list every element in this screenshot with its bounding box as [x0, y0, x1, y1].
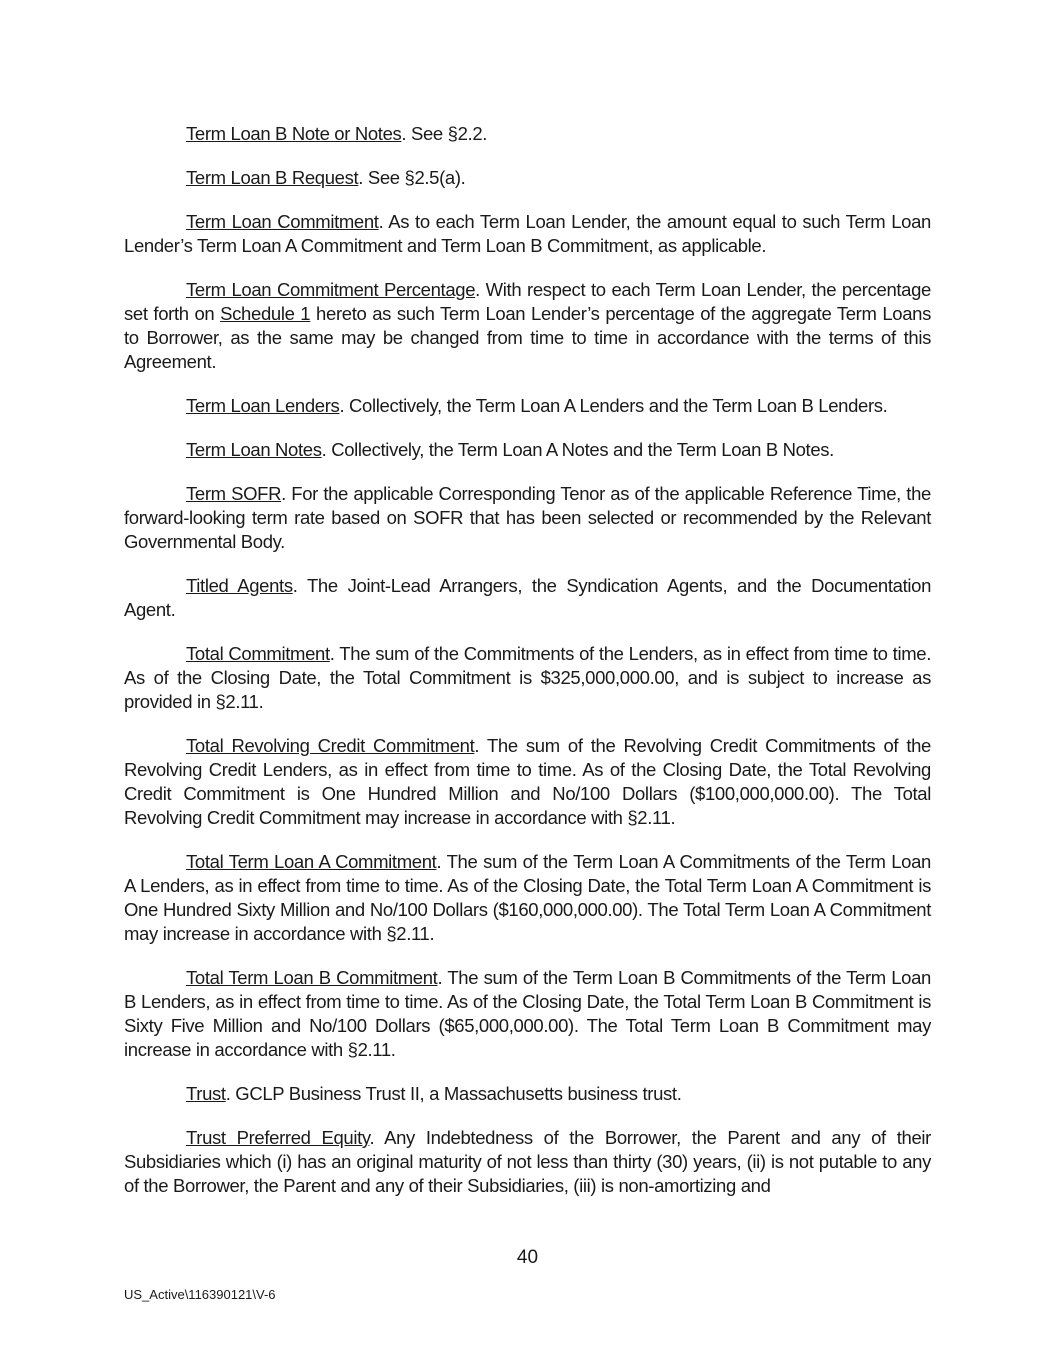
definition-text: . The sum of the Revolving Credit Commitments of the Revolving Credit Lenders, as in effect from time to time. As of the Closing Date, the Total Revolving Credit Commitment is One Hundred Million and No/100 Dollars ($100,000,000.00). The Total Revolving Credit Commitment may increase in accordance with §2.11. — [124, 735, 931, 828]
definition-text: . For the applicable Corresponding Tenor as of the applicable Reference Time, the forward-looking term rate based on SOFR that has been selected or recommended by the Relevant Governmental Body. — [124, 483, 931, 552]
definition-term-loan-commitment — [124, 210, 931, 258]
defined-term: Term Loan Commitment Percentage — [186, 279, 476, 300]
definition-text: . As to each Term Loan Lender, the amount equal to such Term Loan Lender’s Term Loan A Commitment and Term Loan B Commitment, as applicable. — [124, 211, 931, 256]
definition-total-commitment — [124, 642, 931, 714]
definition-text-continued: hereto as such Term Loan Lender’s percentage of the aggregate Term Loans to Borrower, as the same may be changed from time to time in accordance with the terms of this Agreement. — [124, 303, 932, 372]
defined-term: Term Loan B Request — [186, 167, 359, 188]
defined-term: Titled Agents — [186, 575, 293, 596]
definition-text: . Any Indebtedness of the Borrower, the Parent and any of their Subsidiaries which (i) has an original maturity of not less than thirty (30) years, (ii) is not putable to any of the Borrower, the Parent and any of their Subsidiaries, (iii) is non-amortizing and — [124, 1127, 931, 1196]
defined-term: Trust — [186, 1083, 226, 1104]
document-id: US_Active\116390121\V-6 — [124, 1287, 276, 1302]
schedule-reference: Schedule 1 — [220, 303, 311, 324]
definition-text: . Collectively, the Term Loan A Notes and the Term Loan B Notes. — [321, 439, 834, 460]
definition-total-term-loan-a-commitment — [124, 850, 931, 946]
definition-text: . See §2.2. — [401, 123, 488, 144]
definition-trust — [124, 1082, 931, 1106]
definition-text: . The sum of the Commitments of the Lenders, as in effect from time to time. As of the Closing Date, the Total Commitment is $325,000,000.00, and is subject to increase as provided in §2.11. — [124, 643, 931, 712]
definition-text: . With respect to each Term Loan Lender, the percentage set forth on — [124, 279, 931, 324]
defined-term: Total Term Loan B Commitment — [186, 967, 438, 988]
defined-term: Term Loan B Note or Notes — [186, 123, 402, 144]
definition-term-sofr — [124, 482, 931, 554]
definition-trust-preferred-equity — [124, 1126, 931, 1198]
definition-total-term-loan-b-commitment — [124, 966, 931, 1062]
defined-term: Total Revolving Credit Commitment — [186, 735, 475, 756]
definition-term-loan-b-note — [124, 122, 931, 146]
definition-total-revolving-credit-commitment — [124, 734, 931, 830]
page-number: 40 — [516, 1247, 539, 1268]
defined-term: Trust Preferred Equity — [186, 1127, 370, 1148]
definition-text: . GCLP Business Trust II, a Massachusetts business trust. — [225, 1083, 682, 1104]
definition-text: . The Joint-Lead Arrangers, the Syndication Agents, and the Documentation Agent. — [124, 575, 932, 620]
definition-text: . The sum of the Term Loan A Commitments of the Term Loan A Lenders, as in effect from time to time. As of the Closing Date, the Total Term Loan A Commitment is One Hundred Sixty Million and No/100 Dollars ($160,000,000.00). The Total Term Loan A Commitment may increase in accordance with §2.11. — [124, 851, 931, 944]
definition-text: . Collectively, the Term Loan A Lenders and the Term Loan B Lenders. — [339, 395, 888, 416]
definition-titled-agents — [124, 574, 931, 622]
defined-term: Term SOFR — [186, 483, 282, 504]
definition-term-loan-notes — [124, 438, 931, 462]
definition-text: . See §2.5(a). — [358, 167, 466, 188]
defined-term: Term Loan Notes — [186, 439, 322, 460]
defined-term: Total Commitment — [186, 643, 330, 664]
defined-term: Term Loan Commitment — [186, 211, 379, 232]
defined-term: Total Term Loan A Commitment — [186, 851, 437, 872]
definition-term-loan-lenders — [124, 394, 931, 418]
document-body — [124, 122, 931, 1218]
definition-term-loan-commitment-percentage — [124, 278, 931, 374]
definition-term-loan-b-request — [124, 166, 931, 190]
definition-text: . The sum of the Term Loan B Commitments of the Term Loan B Lenders, as in effect from time to time. As of the Closing Date, the Total Term Loan B Commitment is Sixty Five Million and No/100 Dollars ($65,000,000.00). The Total Term Loan B Commitment may increase in accordance with §2.11. — [124, 967, 931, 1060]
defined-term: Term Loan Lenders — [186, 395, 340, 416]
